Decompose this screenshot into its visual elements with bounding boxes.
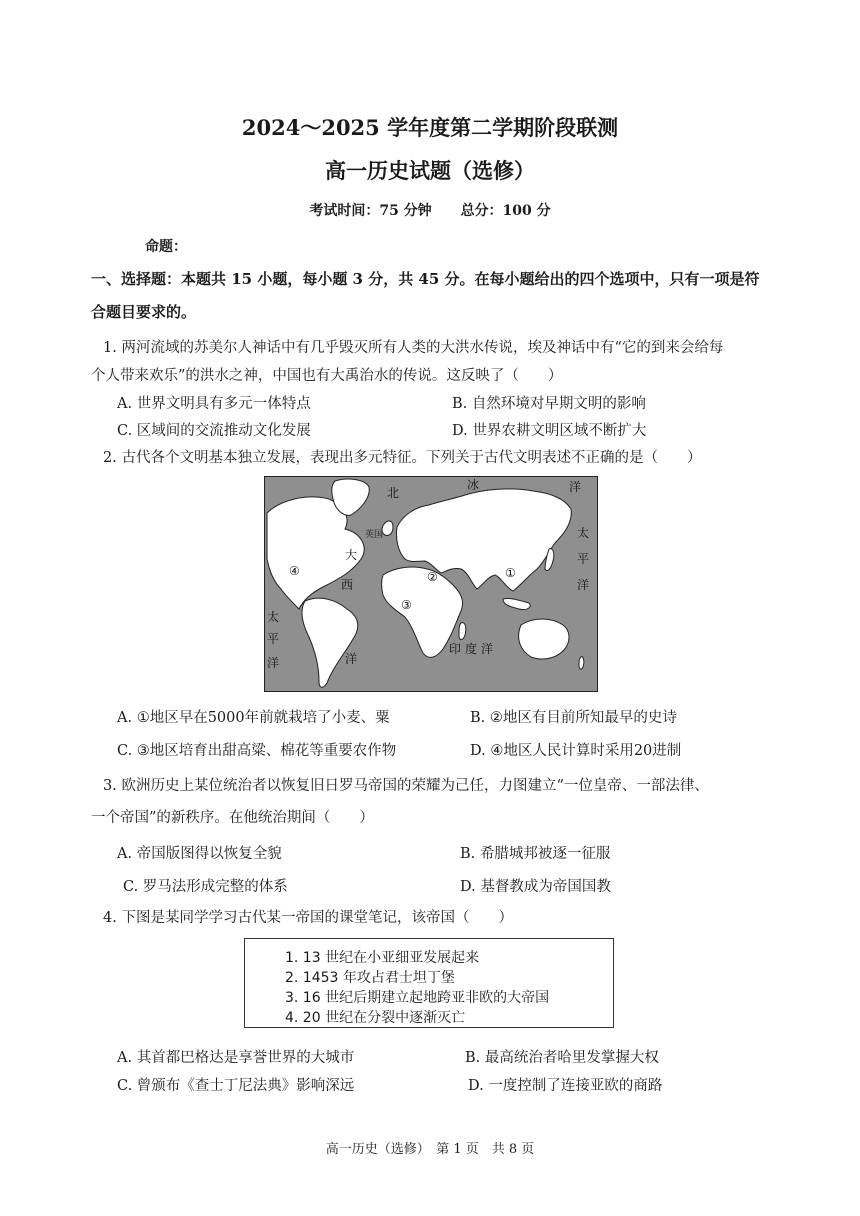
note-item: 4. 20 世纪在分裂中逐渐灭亡: [285, 1010, 466, 1026]
page-footer: 高一历史（选修） 第 1 页 共 8 页: [325, 1142, 535, 1157]
note-item: 2. 1453 年攻占君士坦丁堡: [285, 970, 455, 986]
map-label-ping2: 平: [577, 552, 590, 566]
q3-option-a: A. 帝国版图得以恢复全貌: [117, 846, 282, 862]
q3-option-c: C. 罗马法形成完整的体系: [123, 879, 288, 895]
world-map-svg: [265, 477, 597, 691]
map-label-ping1: 平: [267, 632, 280, 646]
q1-stem-line1: 1. 两河流域的苏美尔人神话中有几乎毁灭所有人类的大洪水传说，埃及神话中有“它的到来会给每: [103, 340, 724, 356]
q2-option-d: D. ④地区人民计算时采用20进制: [470, 743, 682, 759]
map-label-tai1: 太: [267, 610, 280, 624]
q4-option-c: C. 曾颁布《查士丁尼法典》影响深远: [117, 1078, 355, 1094]
q4-stem: 4. 下图是某同学学习古代某一帝国的课堂笔记，该帝国（ ）: [103, 910, 513, 926]
q1-stem-line2: 个人带来欢乐”的洪水之神，中国也有大禹治水的传说。这反映了（ ）: [91, 368, 563, 384]
exam-subtitle: 高一历史试题（选修）: [325, 158, 535, 183]
map-marker-3: ③: [401, 598, 412, 612]
q1-option-d: D. 世界农耕文明区域不断扩大: [452, 423, 647, 439]
map-label-bei: 北: [387, 486, 400, 500]
map-label-tai2: 太: [577, 526, 590, 540]
indonesia-shape: [503, 598, 530, 609]
map-label-xi: 西: [341, 578, 354, 592]
exam-title: 2024～2025 学年度第二学期阶段联测: [241, 115, 619, 140]
q2-stem: 2. 古代各个文明基本独立发展，表现出多元特征。下列关于古代文明表述不正确的是（ ）: [103, 450, 702, 466]
section-heading-line2: 合题目要求的。: [91, 303, 197, 321]
map-label-yingguo: 英国: [365, 530, 384, 540]
australia-shape: [519, 619, 569, 659]
q3-stem-line2: 一个帝国”的新秩序。在他统治期间（ ）: [91, 810, 374, 826]
q1-option-a: A. 世界文明具有多元一体特点: [117, 396, 311, 412]
q1-option-b: B. 自然环境对早期文明的影响: [452, 396, 646, 412]
map-label-yang2: 洋: [345, 652, 358, 666]
q2-option-c: C. ③地区培育出甜高粱、棉花等重要农作物: [117, 743, 397, 759]
q3-stem-line1: 3. 欧洲历史上某位统治者以恢复旧日罗马帝国的荣耀为己任，力图建立“一位皇帝、一部法律、: [103, 778, 709, 794]
new-zealand-shape: [579, 657, 584, 670]
map-label-yang5: 洋: [481, 642, 494, 656]
world-map: [264, 476, 598, 692]
q4-option-b: B. 最高统治者哈里发掌握大权: [465, 1050, 659, 1066]
exam-meta: [0, 200, 860, 220]
section-heading-line1: 一、选择题：本题共 15 小题，每小题 3 分，共 45 分。在每小题给出的四个选项中，只有一项是符: [91, 270, 760, 288]
q4-option-a: A. 其首都巴格达是享誉世界的大城市: [117, 1050, 355, 1066]
map-label-da: 大: [345, 548, 358, 562]
q4-option-d: D. 一度控制了连接亚欧的商路: [468, 1078, 663, 1094]
map-label-bing: 冰: [467, 478, 480, 492]
south-america-shape: [302, 598, 358, 687]
q2-option-a: A. ①地区早在5000年前就栽培了小麦、粟: [117, 710, 390, 726]
q3-option-b: B. 希腊城邦被逐一征服: [460, 846, 611, 862]
map-label-du: 度: [465, 642, 478, 656]
q3-option-d: D. 基督教成为帝国国教: [460, 879, 611, 895]
class-notes-box: [244, 938, 614, 1028]
map-marker-2: ②: [427, 570, 438, 584]
map-marker-4: ④: [289, 564, 300, 578]
note-item: 3. 16 世纪后期建立起地跨亚非欧的大帝国: [285, 990, 550, 1006]
map-label-yang1: 洋: [569, 480, 582, 494]
author-label: 命题：: [145, 239, 187, 255]
britain-shape: [382, 521, 393, 536]
map-label-yang3: 洋: [267, 656, 280, 670]
map-label-yang4: 洋: [577, 578, 590, 592]
madagascar-shape: [459, 623, 466, 640]
map-label-yin: 印: [449, 642, 462, 656]
exam-time: 考试时间：75 分钟: [309, 203, 432, 219]
q1-option-c: C. 区域间的交流推动文化发展: [117, 423, 311, 439]
total-score: 总分：100 分: [460, 203, 551, 219]
note-item: 1. 13 世纪在小亚细亚发展起来: [285, 950, 480, 966]
map-marker-1: ①: [505, 566, 516, 580]
q2-option-b: B. ②地区有目前所知最早的史诗: [470, 710, 677, 726]
